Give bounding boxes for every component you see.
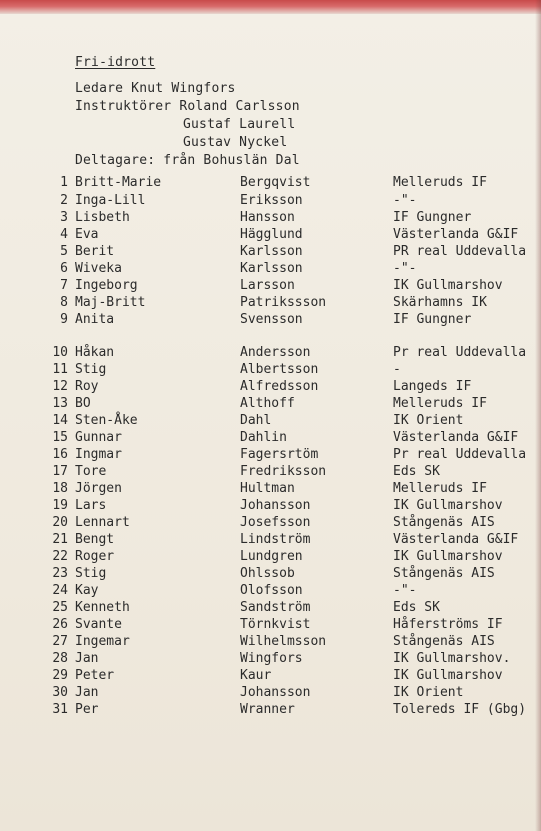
participant-club: Håferströms IF bbox=[393, 617, 503, 632]
participant-last-name: Wranner bbox=[240, 702, 295, 717]
participant-club: IK Orient bbox=[393, 413, 464, 428]
participant-number: 8 bbox=[60, 295, 68, 310]
participant-club: Pr real Uddevalla bbox=[393, 447, 527, 462]
list-item bbox=[0, 548, 541, 566]
participant-first-name: Lars bbox=[75, 498, 107, 513]
participant-club: Melleruds IF bbox=[393, 175, 487, 190]
list-item bbox=[0, 599, 541, 617]
participant-last-name: Karlsson bbox=[240, 244, 303, 259]
participant-club: IF Gungner bbox=[393, 312, 472, 327]
participant-last-name: Törnkvist bbox=[240, 617, 311, 632]
instructors-line: Instruktörer Roland Carlsson bbox=[75, 99, 300, 114]
participant-first-name: Lisbeth bbox=[75, 210, 130, 225]
participant-first-name: Berit bbox=[75, 244, 115, 259]
participant-number: 9 bbox=[60, 312, 68, 327]
participant-first-name: Jan bbox=[75, 685, 99, 700]
participant-first-name: Ingeborg bbox=[75, 278, 138, 293]
participant-club: Stångenäs AIS bbox=[393, 515, 495, 530]
participant-number: 6 bbox=[60, 261, 68, 276]
participant-last-name: Fredriksson bbox=[240, 464, 327, 479]
participant-first-name: Inga-Lill bbox=[75, 193, 146, 208]
document-header bbox=[75, 54, 300, 170]
participant-first-name: Sten-Åke bbox=[75, 413, 138, 428]
participant-last-name: Olofsson bbox=[240, 583, 303, 598]
participant-number: 25 bbox=[52, 600, 68, 615]
participant-number: 31 bbox=[52, 702, 68, 717]
participant-number: 26 bbox=[52, 617, 68, 632]
list-item bbox=[0, 582, 541, 600]
participant-last-name: Dahlin bbox=[240, 430, 287, 445]
participant-number: 12 bbox=[52, 379, 68, 394]
list-item bbox=[0, 294, 541, 312]
list-item bbox=[0, 277, 541, 295]
participant-first-name: BO bbox=[75, 396, 91, 411]
participant-club: Skärhamns IK bbox=[393, 295, 487, 310]
list-item bbox=[0, 463, 541, 481]
participant-number: 17 bbox=[52, 464, 68, 479]
participant-first-name: Britt-Marie bbox=[75, 175, 162, 190]
participant-first-name: Lennart bbox=[75, 515, 130, 530]
participant-first-name: Maj-Britt bbox=[75, 295, 146, 310]
participant-last-name: Wingfors bbox=[240, 651, 303, 666]
participant-number: 21 bbox=[52, 532, 68, 547]
participants-line: Deltagare: från Bohuslän Dal bbox=[75, 153, 300, 168]
participant-last-name: Eriksson bbox=[240, 193, 303, 208]
list-item bbox=[0, 260, 541, 278]
participant-first-name: Bengt bbox=[75, 532, 115, 547]
list-item bbox=[0, 361, 541, 379]
participant-number: 27 bbox=[52, 634, 68, 649]
participant-number: 19 bbox=[52, 498, 68, 513]
participant-last-name: Hägglund bbox=[240, 227, 303, 242]
section-title: Fri-idrott bbox=[75, 55, 156, 70]
participant-first-name: Jan bbox=[75, 651, 99, 666]
participant-club: Västerlanda G&IF bbox=[393, 227, 519, 242]
participant-number: 3 bbox=[60, 210, 68, 225]
participant-last-name: Patrikssson bbox=[240, 295, 327, 310]
participant-first-name: Håkan bbox=[75, 345, 115, 360]
list-item bbox=[0, 174, 541, 192]
participant-last-name: Wilhelmsson bbox=[240, 634, 327, 649]
list-item bbox=[0, 480, 541, 498]
participant-first-name: Roger bbox=[75, 549, 115, 564]
participant-number: 10 bbox=[52, 345, 68, 360]
list-item bbox=[0, 633, 541, 651]
list-item bbox=[0, 429, 541, 447]
list-item bbox=[0, 446, 541, 464]
list-item bbox=[0, 650, 541, 668]
participant-number: 29 bbox=[52, 668, 68, 683]
list-item bbox=[0, 514, 541, 532]
participant-number: 30 bbox=[52, 685, 68, 700]
participant-club: Melleruds IF bbox=[393, 396, 487, 411]
participant-number: 18 bbox=[52, 481, 68, 496]
participant-number: 7 bbox=[60, 278, 68, 293]
instructor-3: Gustav Nyckel bbox=[183, 135, 288, 150]
participant-last-name: Hultman bbox=[240, 481, 295, 496]
participant-club: Västerlanda G&IF bbox=[393, 532, 519, 547]
list-item bbox=[0, 378, 541, 396]
participant-first-name: Wiveka bbox=[75, 261, 122, 276]
list-item bbox=[0, 412, 541, 430]
list-item bbox=[0, 226, 541, 244]
participant-club: -"- bbox=[393, 193, 417, 208]
participant-club: Eds SK bbox=[393, 464, 440, 479]
participant-number: 4 bbox=[60, 227, 68, 242]
list-item bbox=[0, 684, 541, 702]
red-cover-edge bbox=[0, 0, 541, 14]
participant-last-name: Althoff bbox=[240, 396, 295, 411]
list-item bbox=[0, 395, 541, 413]
participant-first-name: Jörgen bbox=[75, 481, 122, 496]
list-item bbox=[0, 192, 541, 210]
participant-number: 5 bbox=[60, 244, 68, 259]
list-item bbox=[0, 701, 541, 719]
participant-last-name: Bergqvist bbox=[240, 175, 311, 190]
participant-first-name: Ingmar bbox=[75, 447, 122, 462]
participant-number: 16 bbox=[52, 447, 68, 462]
list-item bbox=[0, 243, 541, 261]
participant-club: PR real Uddevalla bbox=[393, 244, 527, 259]
participant-number: 14 bbox=[52, 413, 68, 428]
participant-number: 28 bbox=[52, 651, 68, 666]
participant-last-name: Sandström bbox=[240, 600, 311, 615]
participant-number: 11 bbox=[52, 362, 68, 377]
participant-club: Stångenäs AIS bbox=[393, 634, 495, 649]
participant-first-name: Tore bbox=[75, 464, 107, 479]
participant-club: IK Gullmarshov bbox=[393, 549, 503, 564]
list-item bbox=[0, 344, 541, 362]
participant-number: 22 bbox=[52, 549, 68, 564]
participant-club: - bbox=[393, 362, 401, 377]
participant-last-name: Andersson bbox=[240, 345, 311, 360]
participant-club: IK Orient bbox=[393, 685, 464, 700]
participant-club: -"- bbox=[393, 583, 417, 598]
instructor-2: Gustaf Laurell bbox=[183, 117, 296, 132]
participant-club: IK Gullmarshov bbox=[393, 498, 503, 513]
participant-club: Eds SK bbox=[393, 600, 440, 615]
participant-number: 23 bbox=[52, 566, 68, 581]
participant-first-name: Anita bbox=[75, 312, 115, 327]
participant-club: Stångenäs AIS bbox=[393, 566, 495, 581]
participant-club: IK Gullmarshov bbox=[393, 278, 503, 293]
participant-first-name: Gunnar bbox=[75, 430, 122, 445]
leader-line: Ledare Knut Wingfors bbox=[75, 81, 236, 96]
participant-number: 24 bbox=[52, 583, 68, 598]
participant-number: 1 bbox=[60, 175, 68, 190]
participant-club: Langeds IF bbox=[393, 379, 472, 394]
participant-last-name: Lindström bbox=[240, 532, 311, 547]
participant-number: 20 bbox=[52, 515, 68, 530]
participant-first-name: Stig bbox=[75, 362, 107, 377]
participant-last-name: Johansson bbox=[240, 498, 311, 513]
participant-last-name: Fagersrtöm bbox=[240, 447, 319, 462]
participant-last-name: Alfredsson bbox=[240, 379, 319, 394]
participant-last-name: Johansson bbox=[240, 685, 311, 700]
participant-first-name: Kay bbox=[75, 583, 99, 598]
participant-club: IK Gullmarshov bbox=[393, 668, 503, 683]
participant-club: IF Gungner bbox=[393, 210, 472, 225]
participant-club: Pr real Uddevalla bbox=[393, 345, 527, 360]
participant-club: IK Gullmarshov. bbox=[393, 651, 511, 666]
participant-number: 2 bbox=[60, 193, 68, 208]
participant-last-name: Larsson bbox=[240, 278, 295, 293]
participant-last-name: Karlsson bbox=[240, 261, 303, 276]
participant-last-name: Albertsson bbox=[240, 362, 319, 377]
participant-number: 13 bbox=[52, 396, 68, 411]
participant-first-name: Roy bbox=[75, 379, 99, 394]
participant-last-name: Kaur bbox=[240, 668, 272, 683]
list-item bbox=[0, 616, 541, 634]
participant-club: -"- bbox=[393, 261, 417, 276]
participant-last-name: Hansson bbox=[240, 210, 295, 225]
participant-first-name: Ingemar bbox=[75, 634, 130, 649]
participant-first-name: Kenneth bbox=[75, 600, 130, 615]
participant-number: 15 bbox=[52, 430, 68, 445]
participant-club: Melleruds IF bbox=[393, 481, 487, 496]
participant-club: Västerlanda G&IF bbox=[393, 430, 519, 445]
participant-last-name: Svensson bbox=[240, 312, 303, 327]
participant-last-name: Ohlssob bbox=[240, 566, 295, 581]
participant-first-name: Stig bbox=[75, 566, 107, 581]
participant-first-name: Eva bbox=[75, 227, 99, 242]
list-item bbox=[0, 565, 541, 583]
participant-first-name: Svante bbox=[75, 617, 122, 632]
participant-last-name: Lundgren bbox=[240, 549, 303, 564]
participant-last-name: Josefsson bbox=[240, 515, 311, 530]
list-item bbox=[0, 667, 541, 685]
participant-first-name: Peter bbox=[75, 668, 115, 683]
list-item bbox=[0, 311, 541, 329]
participant-first-name: Per bbox=[75, 702, 99, 717]
participant-club: Tolereds IF (Gbg) bbox=[393, 702, 527, 717]
list-item bbox=[0, 497, 541, 515]
participant-last-name: Dahl bbox=[240, 413, 272, 428]
list-item bbox=[0, 531, 541, 549]
list-item bbox=[0, 209, 541, 227]
